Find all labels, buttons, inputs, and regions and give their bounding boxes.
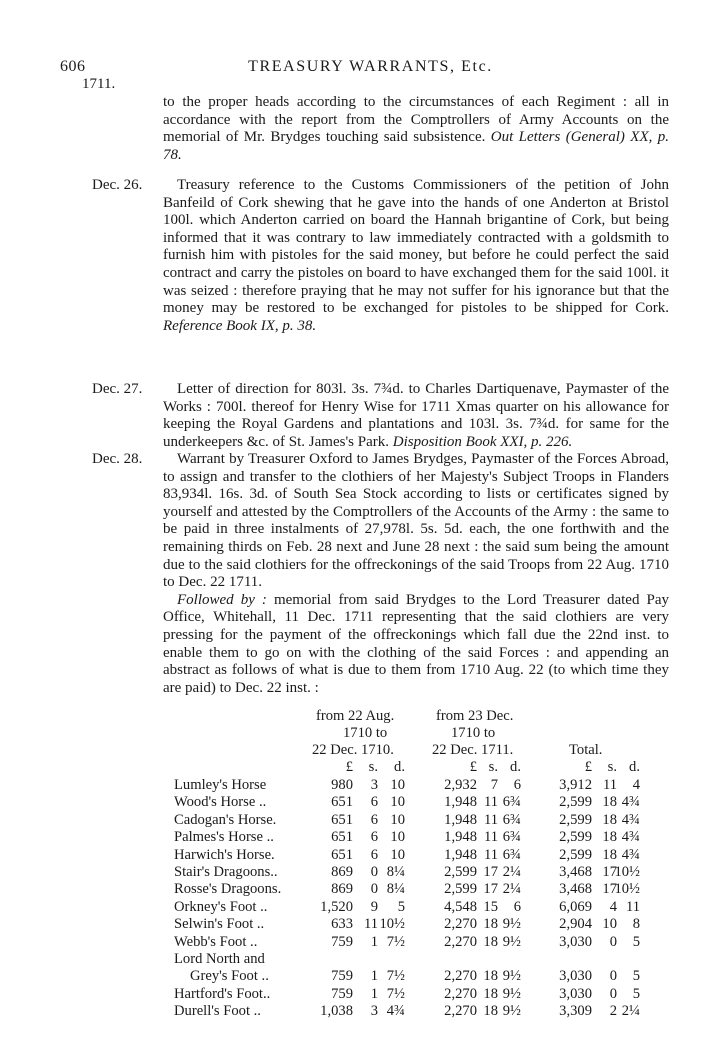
table-cell-c3: 10½ <box>614 864 640 880</box>
table-cell-c2: 2¼ <box>502 864 521 880</box>
table-cell-c3: 17 <box>602 881 617 898</box>
table-cell-c2: 9½ <box>502 916 521 933</box>
table-cell-c3: 3,912 <box>559 777 592 793</box>
table-cell-c2: 6 <box>513 898 521 915</box>
row-label: Palmes's Horse .. <box>174 829 274 846</box>
table-cell-c3: 2,599 <box>559 811 592 828</box>
table-cell-c3: 17 <box>602 864 617 880</box>
column-header-period-1: 22 Dec. 1710. <box>312 742 394 758</box>
entry-date: Dec. 28. <box>92 451 143 467</box>
entry-date: Dec. 27. <box>92 381 143 397</box>
table-cell-c3: 3,468 <box>559 864 592 880</box>
table-cell-c3: 4¾ <box>621 846 640 863</box>
row-label: Lumley's Horse <box>174 777 267 793</box>
table-cell-c3: 18 <box>602 794 617 811</box>
table-cell-c3: 0 <box>609 968 617 985</box>
table-cell-c1: 759 <box>331 933 353 950</box>
row-label: Rosse's Dragoons. <box>174 881 282 898</box>
table-cell-c3: 3,030 <box>559 985 592 1002</box>
table-cell-c1: 1 <box>370 933 378 950</box>
table-cell-c3: 0 <box>609 985 617 1002</box>
table-cell-c1: 8¼ <box>386 881 405 898</box>
table-cell-c1: 6 <box>370 811 378 828</box>
table-cell-c3: 2 <box>609 1003 617 1020</box>
table-cell-c3: 4¾ <box>621 794 640 811</box>
table-cell-c2: 2,270 <box>444 985 477 1002</box>
table-cell-c1: 10 <box>390 811 405 828</box>
table-cell-c2: 11 <box>483 846 498 863</box>
page-number: 606 <box>60 58 86 75</box>
table-cell-c1: 7½ <box>386 968 405 985</box>
row-label: Lord North and <box>174 951 265 967</box>
row-label: Wood's Horse .. <box>174 794 267 811</box>
table-cell-c2: 2,270 <box>444 916 477 933</box>
row-label: Hartford's Foot.. <box>174 985 271 1002</box>
table-cell-c2: 2¼ <box>502 881 521 898</box>
table-cell-c3: 5 <box>632 933 640 950</box>
table-cell-c1: 8¼ <box>386 864 405 880</box>
table-cell-c3: 3,468 <box>559 881 592 898</box>
table-cell-c3: 3,030 <box>559 933 592 950</box>
table-cell-c3: 10½ <box>614 881 640 898</box>
entry-text: Letter of direction for 803l. 3s. 7¾d. to Charles Dartiquenave, Paymaster of the Works : 700l. thereof for Henry Wise for 1711 Xmas quarter on his allowance for keeping the Royal Gardens and plantations and 103l. 3s. 7¾d. for same for the underkeepers &c. of St. James's Park. <box>163 381 669 450</box>
table-cell-c2: 4,548 <box>444 898 477 915</box>
column-header-total: Total. <box>569 742 603 758</box>
table-cell-c3: 18 <box>602 846 617 863</box>
table-cell-c1: 7½ <box>386 985 405 1002</box>
table-cell-c2: 9½ <box>502 968 521 985</box>
table-cell-c2: 17 <box>483 864 498 880</box>
table-cell-c1: 10 <box>390 777 405 793</box>
row-label: Webb's Foot .. <box>174 933 258 950</box>
table-cell-c1: 10 <box>390 846 405 863</box>
table-cell-c1: 4¾ <box>386 1003 405 1020</box>
entry-reference: Reference Book IX, p. 38. <box>163 317 317 334</box>
column-header-period-1: from 22 Aug. <box>316 708 395 724</box>
table-cell-c3: 4 <box>609 898 617 915</box>
table-cell-c3: 10 <box>602 916 617 933</box>
table-cell-c3: 11 <box>602 777 617 793</box>
table-cell-c2: 2,599 <box>444 881 477 898</box>
table-cell-c2: 1,948 <box>444 829 477 846</box>
table-cell-c3: 2,904 <box>559 916 592 933</box>
table-cell-c3: 3,030 <box>559 968 592 985</box>
entry-date: Dec. 26. <box>92 177 143 193</box>
unit-label-c1: s. <box>368 759 378 775</box>
table-cell-c2: 1,948 <box>444 794 477 811</box>
entry-text: memorial from said Brydges to the Lord Treasurer dated Pay Office, Whitehall, 11 Dec. 1711 representing that the said clothiers are very pressing for the payment of the offreckonings which fall due the 22nd inst. to enable them to go on with the clothing of the said Forces : and appending an abstract as follows of what is due to them from 1710 Aug. 22 (to which time they are paid) to Dec. 22 inst. : <box>163 591 669 696</box>
table-cell-c1: 651 <box>331 846 353 863</box>
table-cell-c1: 651 <box>331 829 353 846</box>
table-cell-c1: 10½ <box>379 916 405 933</box>
entry-reference: Out Letters (General) XX, p. 78. <box>163 129 670 163</box>
table-cell-c1: 7½ <box>386 933 405 950</box>
row-label: Cadogan's Horse. <box>174 811 277 828</box>
row-label: Harwich's Horse. <box>174 846 275 863</box>
table-cell-c1: 6 <box>370 829 378 846</box>
entry-text: to the proper heads according to the circumstances of each Regiment : all in accordance with the report from the Comptrollers of Army Accounts on the memorial of Mr. Brydges touching said subsistence. <box>163 94 669 146</box>
table-cell-c1: 759 <box>331 985 353 1002</box>
table-cell-c1: 0 <box>370 864 378 880</box>
table-cell-c2: 11 <box>483 829 498 846</box>
table-cell-c2: 18 <box>483 985 498 1002</box>
table-cell-c2: 2,270 <box>444 968 477 985</box>
table-cell-c2: 15 <box>483 898 498 915</box>
table-cell-c1: 9 <box>370 898 378 915</box>
table-cell-c2: 1,948 <box>444 846 477 863</box>
unit-label-c3: s. <box>607 759 617 775</box>
table-cell-c2: 2,270 <box>444 1003 477 1020</box>
table-cell-c2: 2,270 <box>444 933 477 950</box>
table-cell-c1: 1,520 <box>320 898 353 915</box>
table-cell-c1: 3 <box>370 777 378 793</box>
table-cell-c2: 6¾ <box>502 794 521 811</box>
entry-reference: Disposition Book XXI, p. 226. <box>392 433 573 450</box>
entry-lead: Followed by : <box>177 591 274 608</box>
table-cell-c2: 18 <box>483 1003 498 1020</box>
table-cell-c3: 5 <box>632 968 640 985</box>
table-cell-c1: 1 <box>370 985 378 1002</box>
table-cell-c2: 2,599 <box>444 864 477 880</box>
table-cell-c3: 18 <box>602 811 617 828</box>
running-title: TREASURY WARRANTS, Etc. <box>248 58 493 75</box>
table-cell-c1: 6 <box>370 846 378 863</box>
row-label: Selwin's Foot .. <box>174 916 265 933</box>
table-cell-c3: 2,599 <box>559 829 592 846</box>
column-header-period-2: 1710 to <box>451 725 496 741</box>
row-label: Durell's Foot .. <box>174 1003 261 1020</box>
column-header-period-2: 22 Dec. 1711. <box>432 742 514 758</box>
table-cell-c3: 8 <box>632 916 640 933</box>
table-cell-c1: 651 <box>331 811 353 828</box>
table-cell-c1: 651 <box>331 794 353 811</box>
table-cell-c2: 7 <box>490 777 498 793</box>
unit-label-c1: £ <box>345 759 353 775</box>
table-cell-c1: 869 <box>331 881 353 898</box>
row-label: Stair's Dragoons.. <box>174 864 278 880</box>
table-cell-c1: 3 <box>370 1003 378 1020</box>
table-cell-c1: 11 <box>363 916 378 933</box>
table-cell-c2: 9½ <box>502 933 521 950</box>
table-cell-c3: 0 <box>609 933 617 950</box>
margin-year: 1711. <box>82 76 116 92</box>
table-cell-c2: 17 <box>483 881 498 898</box>
unit-label-c2: s. <box>488 759 498 775</box>
table-cell-c2: 1,948 <box>444 811 477 828</box>
table-cell-c1: 10 <box>390 794 405 811</box>
table-cell-c3: 4 <box>632 777 640 793</box>
table-cell-c2: 9½ <box>502 1003 521 1020</box>
table-cell-c3: 4¾ <box>621 829 640 846</box>
table-cell-c2: 18 <box>483 916 498 933</box>
table-cell-c1: 869 <box>331 864 353 880</box>
table-cell-c1: 1,038 <box>320 1003 353 1020</box>
unit-label-c1: d. <box>394 759 405 775</box>
table-cell-c3: 2¼ <box>621 1003 640 1020</box>
table-cell-c3: 18 <box>602 829 617 846</box>
row-label: Grey's Foot .. <box>190 968 269 985</box>
table-cell-c3: 2,599 <box>559 794 592 811</box>
table-cell-c3: 4¾ <box>621 811 640 828</box>
entry-text: Warrant by Treasurer Oxford to James Brydges, Paymaster of the Forces Abroad, to assign and transfer to the clothiers of her Majesty's Subject Troops in Flanders 83,934l. 16s. 3d. of South Sea Stock according to lists or certificates signed by yourself and attested by the Comptrollers of the Accounts of the Army : the same to be paid in three instalments of 27,978l. 5s. 5d. each, the one forthwith and the remaining thirds on Feb. 28 next and June 28 next : the said sum being the amount due to the said clothiers for the offreckonings of the said Troops from 22 Aug. 1710 to Dec. 22 1711. <box>163 451 669 591</box>
table-cell-c3: 6,069 <box>559 898 592 915</box>
table-cell-c2: 6 <box>513 777 521 793</box>
row-label: Orkney's Foot .. <box>174 898 268 915</box>
table-cell-c1: 0 <box>370 881 378 898</box>
table-cell-c3: 5 <box>632 985 640 1002</box>
table-cell-c1: 633 <box>331 916 353 933</box>
unit-label-c3: d. <box>629 759 640 775</box>
column-header-period-2: from 23 Dec. <box>436 708 514 724</box>
table-cell-c1: 5 <box>397 898 405 915</box>
table-cell-c3: 11 <box>625 898 640 915</box>
table-cell-c1: 6 <box>370 794 378 811</box>
table-cell-c2: 18 <box>483 968 498 985</box>
table-cell-c1: 980 <box>331 777 353 793</box>
table-cell-c2: 18 <box>483 933 498 950</box>
column-header-period-1: 1710 to <box>343 725 388 741</box>
unit-label-c2: d. <box>510 759 521 775</box>
unit-label-c2: £ <box>469 759 477 775</box>
table-cell-c2: 9½ <box>502 985 521 1002</box>
table-cell-c3: 2,599 <box>559 846 592 863</box>
table-cell-c1: 759 <box>331 968 353 985</box>
table-cell-c2: 6¾ <box>502 811 521 828</box>
table-cell-c1: 1 <box>370 968 378 985</box>
table-cell-c2: 11 <box>483 811 498 828</box>
table-cell-c3: 3,309 <box>559 1003 592 1020</box>
table-cell-c2: 11 <box>483 794 498 811</box>
table-cell-c1: 10 <box>390 829 405 846</box>
table-cell-c2: 6¾ <box>502 846 521 863</box>
unit-label-c3: £ <box>584 759 592 775</box>
entry-text: Treasury reference to the Customs Commissioners of the petition of John Banfeild of Cork shewing that he gave into the hands of one Anderton at Bristol 100l. which Anderton carried on board the Hannah brigantine of Cork, but being informed that it was contrary to law immediately contracted with a goldsmith to furnish him with pistoles for the said money, but before he could perfect the said contract and carry the pistoles on board to have exchanged them for the said 100l. it was seized : therefore praying that he may not suffer for his ignorance but that the money may be restored to be exchanged for pistoles to be shipped for Cork. <box>163 177 669 317</box>
table-cell-c2: 2,932 <box>444 777 477 793</box>
table-cell-c2: 6¾ <box>502 829 521 846</box>
